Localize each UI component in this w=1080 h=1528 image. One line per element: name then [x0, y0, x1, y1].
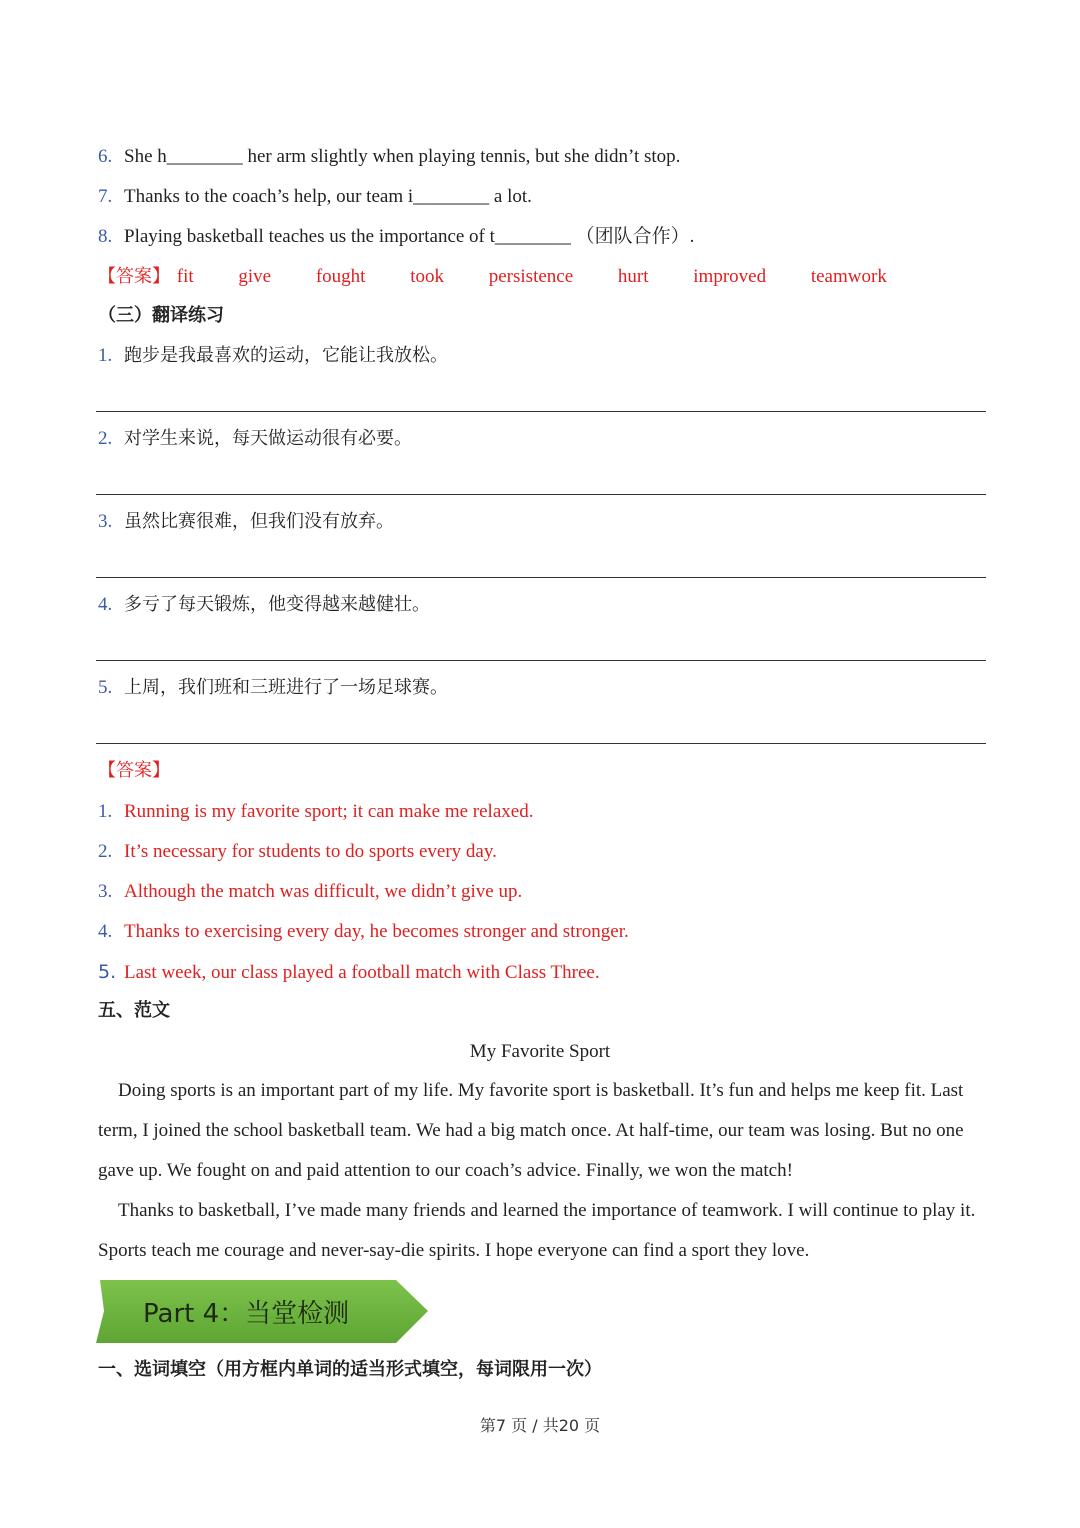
answer-text: It’s necessary for students to do sports every day. [124, 841, 497, 862]
page-footer: 第7 页 / 共20 页 [479, 1416, 601, 1435]
answer-word: persistence [488, 266, 574, 287]
essay-paragraph-1: Doing sports is an important part of my life. My favorite sport is basketball. It’s fun and helps me keep fit. Last term, I joined the school basketball team. We had a big match once. At half-time, our team was losing. But no one gave up. We fought on and paid attention to our coach’s advice. Finally, we won the match! [98, 1080, 964, 1181]
item-number: 8. [98, 226, 113, 247]
item-text: She h________ her arm slightly when playing tennis, but she didn’t stop. [124, 146, 681, 167]
item-number: 7. [98, 186, 113, 207]
item-text: 上周，我们班和三班进行了一场足球赛。 [124, 677, 448, 698]
fill-item-7 [98, 185, 532, 209]
item-number: 3. [98, 511, 113, 532]
essay-title: My Favorite Sport [469, 1041, 611, 1062]
answer-word: give [238, 266, 272, 287]
item-number: 2. [98, 841, 113, 862]
translation-item-4 [98, 593, 430, 617]
translation-answer-5 [98, 960, 600, 985]
answer-word: improved [693, 266, 767, 287]
item-number: 2. [98, 428, 113, 449]
fill-item-6 [98, 145, 680, 169]
item-number: 5. [98, 961, 117, 983]
translation-answer-label: 【答案】 [98, 760, 170, 781]
answer-word: hurt [617, 266, 649, 287]
item-text: Playing basketball teaches us the importance of t________ （团队合作）. [124, 226, 695, 247]
item-number: 3. [98, 881, 113, 902]
answer-text: Although the match was difficult, we didn’t give up. [124, 881, 523, 902]
answer-word: took [410, 266, 444, 287]
translation-answer-3 [98, 880, 522, 904]
item-number: 5. [98, 677, 113, 698]
answer-line-3 [96, 577, 986, 578]
answer-line-1 [96, 411, 986, 412]
fill-answer-row [98, 265, 927, 289]
item-number: 4. [98, 594, 113, 615]
item-number: 6. [98, 146, 113, 167]
answer-line-2 [96, 494, 986, 495]
translation-answer-4 [98, 920, 629, 944]
essay-heading: 五、范文 [98, 1000, 170, 1021]
essay-paragraph-2: Thanks to basketball, I’ve made many friends and learned the importance of teamwork. I will continue to play it. Sports teach me courage and never-say-die spirits. I hope everyone can find a sport they love. [98, 1200, 976, 1261]
item-text: 跑步是我最喜欢的运动，它能让我放松。 [124, 345, 448, 366]
answer-text: Last week, our class played a football match with Class Three. [124, 962, 600, 983]
item-text: 对学生来说，每天做运动很有必要。 [124, 428, 412, 449]
translation-item-5 [98, 676, 448, 700]
answer-word: teamwork [810, 266, 887, 287]
part-banner-label: Part 4：当堂检测 [143, 1299, 350, 1329]
answer-word: fit [176, 266, 194, 287]
section-heading: 一、选词填空（用方框内单词的适当形式填空，每词限用一次） [98, 1359, 602, 1380]
translation-heading: （三）翻译练习 [98, 305, 224, 326]
fill-item-8 [98, 225, 694, 249]
answer-line-4 [96, 660, 986, 661]
translation-answer-1 [98, 800, 533, 824]
item-text: 多亏了每天锻炼，他变得越来越健壮。 [124, 594, 430, 615]
translation-answer-2 [98, 840, 497, 864]
item-number: 1. [98, 345, 113, 366]
translation-item-3 [98, 510, 394, 534]
answer-word: fought [315, 266, 366, 287]
answer-text: Thanks to exercising every day, he becomes stronger and stronger. [124, 921, 629, 942]
answer-line-5 [96, 743, 986, 744]
item-number: 1. [98, 801, 113, 822]
translation-item-2 [98, 427, 412, 451]
answer-text: Running is my favorite sport; it can make me relaxed. [124, 801, 534, 822]
translation-item-1 [98, 344, 448, 368]
item-text: Thanks to the coach’s help, our team i________ a lot. [124, 186, 532, 207]
item-number: 4. [98, 921, 113, 942]
answer-label: 【答案】 [98, 266, 170, 287]
item-text: 虽然比赛很难，但我们没有放弃。 [124, 511, 394, 532]
